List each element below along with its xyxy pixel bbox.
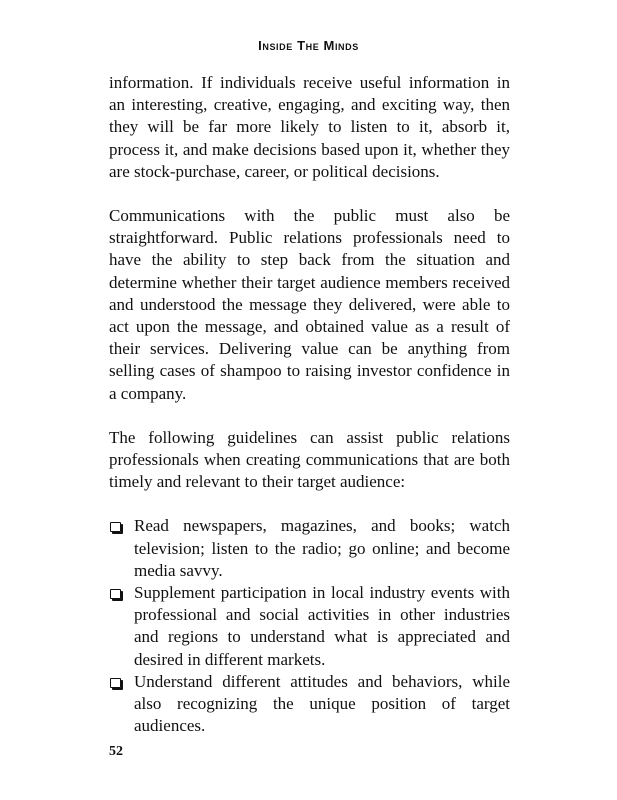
- list-item: [109, 515, 510, 582]
- checkbox-bullet-icon: [110, 522, 121, 532]
- page-number: 52: [109, 744, 123, 759]
- checkbox-bullet-icon: [110, 589, 121, 599]
- paragraph: The following guidelines can assist public relations professionals when creating communications that are both timely and relevant to their target audience:: [109, 427, 510, 492]
- guideline-list: [109, 515, 510, 737]
- paragraph: information. If individuals receive useful information in an interesting, creative, engaging, and exciting way, then they will be far more likely to listen to it, absorb it, process it, and make decisions based upon it, whether they are stock-purchase, career, or political decisions.: [109, 73, 510, 181]
- list-item-text: Read newspapers, magazines, and books; watch television; listen to the radio; go online; and become media savvy.: [134, 516, 510, 580]
- paragraph: Communications with the public must also be straightforward. Public relations professionals need to have the ability to step back from the situation and determine whether their target audience members received and understood the message they delivered, were able to act upon the message, and obtained value as a result of their services. Delivering value can be anything from selling cases of shampoo to raising investor confidence in a company.: [109, 206, 510, 403]
- page-body: [109, 72, 510, 737]
- list-item: [109, 582, 510, 671]
- list-item-text: Understand different attitudes and behaviors, while also recognizing the unique position of target audiences.: [134, 671, 510, 736]
- list-item-text: Supplement participation in local industry events with professional and social activities in other industries and regions to understand what is appreciated and desired in different markets.: [134, 583, 510, 669]
- running-header: Inside The Minds: [258, 38, 359, 53]
- list-item: [109, 671, 510, 738]
- checkbox-bullet-icon: [110, 678, 121, 688]
